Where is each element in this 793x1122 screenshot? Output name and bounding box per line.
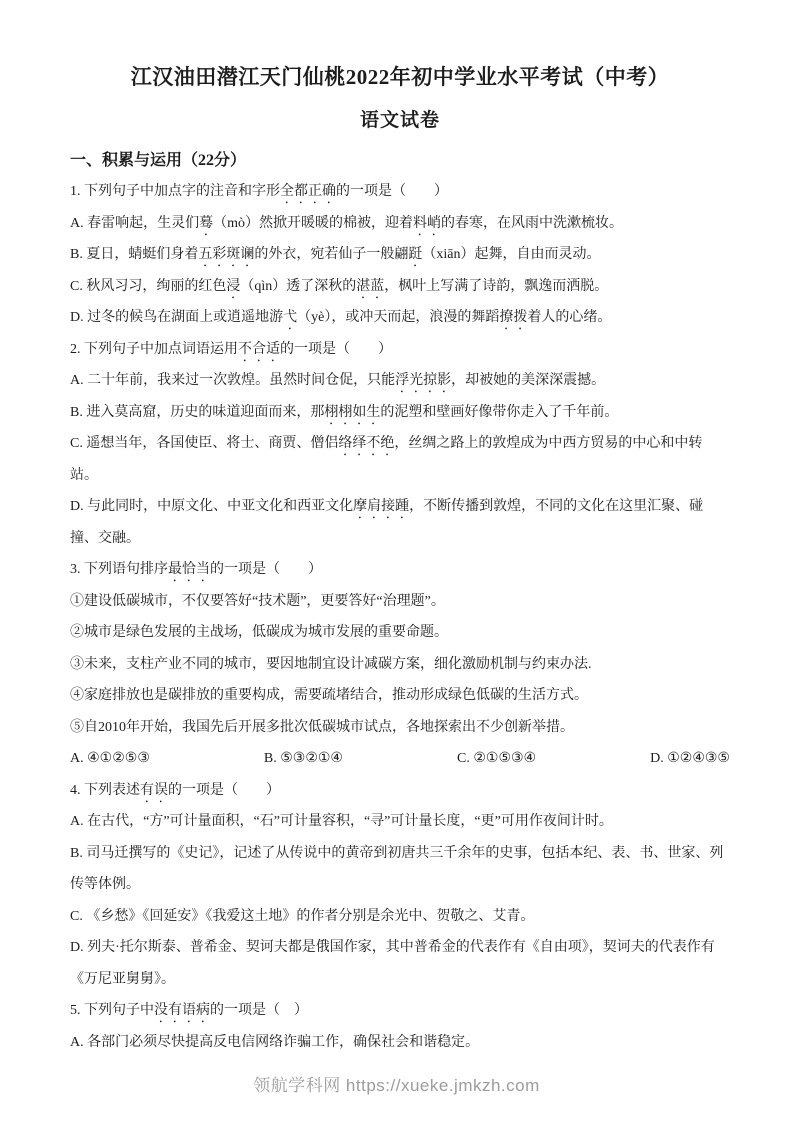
q4-option-c: C. 《乡愁》《回延安》《我爱这土地》的作者分别是余光中、贺敬之、艾青。 [70, 908, 535, 924]
q5-option-a: A. 各部门必须尽快提高反电信网络诈骗工作，确保社会和谐稳定。 [70, 1034, 480, 1050]
emphasized-text: 全都正确 [280, 184, 336, 199]
q2-stem: 2. 下列句子中加点词语运用不合适的一项是（ ） [70, 341, 392, 357]
emphasized-text: 没有语病 [154, 1003, 210, 1018]
watermark: 领航学科网 https://xueke.jmkzh.com [253, 1076, 540, 1095]
emphasized-text: 最恰当 [168, 562, 210, 577]
paper-subtitle: 语文试卷 [359, 110, 440, 131]
q3-choices-row [70, 743, 730, 775]
emphasized-text: 湛蓝 [356, 278, 385, 294]
q3-sentence-1: ①建设低碳城市，不仅要答好“技术题”，更要答好“治理题”。 [70, 593, 445, 609]
emphasized-text: 栩栩如生 [324, 404, 381, 420]
emphasized-text: 蓦 [199, 215, 214, 231]
q3-sentence-4: ④家庭排放也是碳排放的重要构成，需要疏堵结合，推动形成绿色低碳的生活方式。 [70, 688, 588, 703]
q4-stem: 4. 下列表述有误的一项是（ ） [70, 782, 280, 798]
emphasized-text: 不合适 [238, 341, 280, 357]
emphasized-text: 有误 [140, 782, 168, 798]
q3-sentence-3: ③未来，支柱产业不同的城市，要因地制宜设计减碳方案，细化激励机制与约束办法. [70, 656, 592, 672]
q3-choice-d: D. ①②④③⑤ [650, 751, 730, 766]
q1-option-d: D. 过冬的候鸟在湖面上或逍遥地游弋（yè），或冲天而起，浪漫的舞蹈撩拨着人的心绪。 [70, 310, 612, 325]
q4-option-d: D. 列夫·托尔斯泰、普希金、契诃夫都是俄国作家，其中普希金的代表作有《自由项》，契诃夫的代表作有《万尼亚舅舅》。 [70, 940, 715, 987]
q3-stem: 3. 下列语句排序最恰当的一项是（ ） [70, 562, 322, 577]
q3-sentence-5: ⑤自2010年开始，我国先后开展多批次低碳城市试点，各地探索出不少创新举措。 [70, 719, 574, 735]
emphasized-text: 摩肩接踵 [353, 499, 410, 514]
exam-title: 江汉油田潜江天门仙桃2022年初中学业水平考试（中考） [130, 65, 670, 89]
q1-stem: 1. 下列句子中加点字的注音和字形全都正确的一项是（ ） [70, 184, 448, 199]
q5-stem: 5. 下列句子中没有语病的一项是（ ） [70, 1003, 308, 1018]
q4-option-b: B. 司马迁撰写的《史记》，记述了从传说中的黄帝到初唐共三千余年的史事，包括本纪、表、书、世家、列传等体例。 [70, 845, 724, 892]
q2-option-c: C. 遥想当年，各国使臣、将士、商贾、僧侣络绎不绝，丝绸之路上的敦煌成为中西方贸易的中心和中转站。 [70, 436, 703, 483]
section-one-heading: 一、积累与运用（22分） [70, 152, 247, 169]
q3-choice-c: C. ②①⑤③④ [457, 751, 537, 766]
emphasized-text: 五彩斑谰 [198, 247, 255, 262]
q2-option-a: A. 二十年前，我来过一次敦煌。虽然时间仓促，只能浮光掠影，却被她的美深深震撼。 [70, 373, 606, 388]
q4-option-a: A. 在古代，“方”可计量面积，“石”可计量容积，“寻”可计量长度，“更”可用作夜间计时。 [70, 814, 613, 829]
q3-sentence-2: ②城市是绿色发展的主战场，低碳成为城市发展的重要命题。 [70, 625, 448, 640]
emphasized-text: 浸 [226, 278, 241, 294]
emphasized-text: 浮光掠影 [395, 373, 452, 388]
q1-option-a: A. 春雷响起，生灵们蓦（mò）然掀开暖暖的棉被，迎着料峭的春寒，在风雨中洗漱梳妆。 [70, 215, 624, 231]
emphasized-text: 弋 [283, 310, 298, 325]
q1-option-b: B. 夏日，蜻蜓们身着五彩斑谰的外衣，宛若仙子一般翩跹（xiān）起舞，自由而灵动。 [70, 247, 601, 262]
emphasized-text: 跹 [408, 247, 423, 262]
exam-body [70, 176, 730, 1058]
emphasized-text: 料峭 [413, 215, 442, 231]
emphasized-text: 撩拨 [499, 310, 528, 325]
q1-option-c: C. 秋风习习，绚丽的红色浸（qìn）透了深秋的湛蓝，枫叶上写满了诗韵，飘逸而洒脱。 [70, 278, 609, 294]
q2-option-b: B. 进入莫高窟，历史的味道迎面而来，那栩栩如生的泥塑和壁画好像带你走入了千年前。 [70, 404, 619, 420]
q3-choice-a: A. ④①②⑤③ [70, 751, 150, 766]
q2-option-d: D. 与此同时，中原文化、中亚文化和西亚文化摩肩接踵，不断传播到敦煌，不同的文化在这里汇聚、碰撞、交融。 [70, 499, 704, 546]
q3-choice-b: B. ⑤③②①④ [263, 751, 343, 766]
emphasized-text: 络绎不绝 [338, 436, 395, 451]
